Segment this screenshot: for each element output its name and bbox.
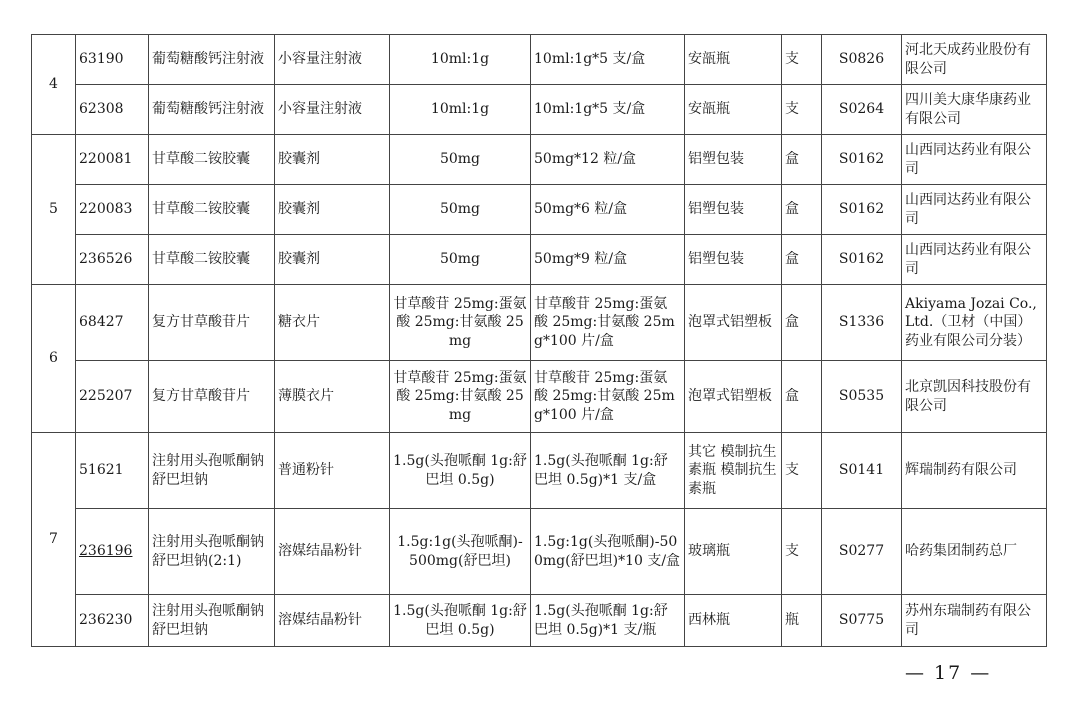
drug-name-cell: 复方甘草酸苷片 (149, 285, 275, 361)
drug-name-cell: 注射用头孢哌酮钠舒巴坦钠(2:1) (149, 509, 275, 595)
package-spec-cell: 50mg*12 粒/盒 (531, 135, 685, 185)
package-spec-cell: 1.5g(头孢哌酮 1g:舒巴坦 0.5g)*1 支/盒 (531, 433, 685, 509)
drug-name-cell: 注射用头孢哌酮钠舒巴坦钠 (149, 595, 275, 647)
drug-table (31, 34, 1047, 647)
package-spec-cell: 甘草酸苷 25mg:蛋氨酸 25mg:甘氨酸 25mg*100 片/盒 (531, 361, 685, 433)
table-row (32, 85, 1047, 135)
specification-cell: 甘草酸苷 25mg:蛋氨酸 25mg:甘氨酸 25mg (390, 285, 531, 361)
drug-code-cell: 220083 (76, 185, 149, 235)
drug-code-cell: 220081 (76, 135, 149, 185)
specification-cell: 50mg (390, 235, 531, 285)
package-material-cell: 泡罩式铝塑板 (685, 285, 782, 361)
drug-name-cell: 复方甘草酸苷片 (149, 361, 275, 433)
drug-name-cell: 甘草酸二铵胶囊 (149, 135, 275, 185)
table-row (32, 433, 1047, 509)
company-cell: 苏州东瑞制药有限公司 (902, 595, 1047, 647)
company-cell: 山西同达药业有限公司 (902, 185, 1047, 235)
drug-name-cell: 葡萄糖酸钙注射液 (149, 85, 275, 135)
drug-code-cell: 236196 (76, 509, 149, 595)
package-material-cell: 安瓿瓶 (685, 85, 782, 135)
enterprise-id-cell: S0162 (822, 185, 902, 235)
drug-name-cell: 甘草酸二铵胶囊 (149, 185, 275, 235)
enterprise-id-cell: S0141 (822, 433, 902, 509)
unit-cell: 支 (782, 509, 822, 595)
enterprise-id-cell: S0826 (822, 35, 902, 85)
enterprise-id-cell: S0162 (822, 235, 902, 285)
table-row (32, 235, 1047, 285)
unit-cell: 瓶 (782, 595, 822, 647)
table-row (32, 185, 1047, 235)
table-row (32, 509, 1047, 595)
drug-code-cell: 225207 (76, 361, 149, 433)
unit-cell: 盒 (782, 135, 822, 185)
package-spec-cell: 10ml:1g*5 支/盒 (531, 35, 685, 85)
drug-name-cell: 葡萄糖酸钙注射液 (149, 35, 275, 85)
package-spec-cell: 50mg*9 粒/盒 (531, 235, 685, 285)
enterprise-id-cell: S0162 (822, 135, 902, 185)
package-spec-cell: 1.5g(头孢哌酮 1g:舒巴坦 0.5g)*1 支/瓶 (531, 595, 685, 647)
drug-code-cell: 236230 (76, 595, 149, 647)
unit-cell: 支 (782, 35, 822, 85)
package-material-cell: 西林瓶 (685, 595, 782, 647)
unit-cell: 盒 (782, 285, 822, 361)
drug-code-cell: 68427 (76, 285, 149, 361)
package-spec-cell: 50mg*6 粒/盒 (531, 185, 685, 235)
group-number-cell: 5 (32, 135, 76, 285)
group-number-cell: 4 (32, 35, 76, 135)
dosage-form-cell: 胶囊剂 (275, 135, 390, 185)
company-cell: 四川美大康华康药业有限公司 (902, 85, 1047, 135)
unit-cell: 盒 (782, 361, 822, 433)
company-cell: 辉瑞制药有限公司 (902, 433, 1047, 509)
specification-cell: 10ml:1g (390, 85, 531, 135)
enterprise-id-cell: S0535 (822, 361, 902, 433)
dosage-form-cell: 胶囊剂 (275, 185, 390, 235)
table-body (32, 35, 1047, 647)
dosage-form-cell: 薄膜衣片 (275, 361, 390, 433)
specification-cell: 10ml:1g (390, 35, 531, 85)
company-cell: Akiyama Jozai Co., Ltd.（卫材（中国）药业有限公司分装） (902, 285, 1047, 361)
enterprise-id-cell: S0264 (822, 85, 902, 135)
package-spec-cell: 1.5g:1g(头孢哌酮)-500mg(舒巴坦)*10 支/盒 (531, 509, 685, 595)
specification-cell: 1.5g:1g(头孢哌酮)-500mg(舒巴坦) (390, 509, 531, 595)
company-cell: 山西同达药业有限公司 (902, 235, 1047, 285)
unit-cell: 盒 (782, 185, 822, 235)
drug-name-cell: 注射用头孢哌酮钠舒巴坦钠 (149, 433, 275, 509)
drug-name-cell: 甘草酸二铵胶囊 (149, 235, 275, 285)
package-spec-cell: 甘草酸苷 25mg:蛋氨酸 25mg:甘氨酸 25mg*100 片/盒 (531, 285, 685, 361)
unit-cell: 支 (782, 85, 822, 135)
dosage-form-cell: 溶媒结晶粉针 (275, 509, 390, 595)
package-material-cell: 铝塑包装 (685, 135, 782, 185)
specification-cell: 甘草酸苷 25mg:蛋氨酸 25mg:甘氨酸 25mg (390, 361, 531, 433)
unit-cell: 支 (782, 433, 822, 509)
table-row (32, 35, 1047, 85)
unit-cell: 盒 (782, 235, 822, 285)
drug-code-cell: 62308 (76, 85, 149, 135)
table-row (32, 595, 1047, 647)
dosage-form-cell: 普通粉针 (275, 433, 390, 509)
company-cell: 哈药集团制药总厂 (902, 509, 1047, 595)
table-row (32, 285, 1047, 361)
package-material-cell: 其它 模制抗生素瓶 模制抗生素瓶 (685, 433, 782, 509)
dosage-form-cell: 小容量注射液 (275, 35, 390, 85)
dosage-form-cell: 溶媒结晶粉针 (275, 595, 390, 647)
package-material-cell: 安瓿瓶 (685, 35, 782, 85)
group-number-cell: 7 (32, 433, 76, 647)
table-row (32, 135, 1047, 185)
package-material-cell: 铝塑包装 (685, 185, 782, 235)
package-spec-cell: 10ml:1g*5 支/盒 (531, 85, 685, 135)
package-material-cell: 铝塑包装 (685, 235, 782, 285)
drug-code-cell: 63190 (76, 35, 149, 85)
page-number: — 17 — (905, 662, 992, 684)
specification-cell: 1.5g(头孢哌酮 1g:舒巴坦 0.5g) (390, 433, 531, 509)
enterprise-id-cell: S1336 (822, 285, 902, 361)
company-cell: 北京凯因科技股份有限公司 (902, 361, 1047, 433)
table-row (32, 361, 1047, 433)
dosage-form-cell: 胶囊剂 (275, 235, 390, 285)
group-number-cell: 6 (32, 285, 76, 433)
dosage-form-cell: 小容量注射液 (275, 85, 390, 135)
drug-code-cell: 236526 (76, 235, 149, 285)
company-cell: 山西同达药业有限公司 (902, 135, 1047, 185)
dosage-form-cell: 糖衣片 (275, 285, 390, 361)
package-material-cell: 玻璃瓶 (685, 509, 782, 595)
specification-cell: 1.5g(头孢哌酮 1g:舒巴坦 0.5g) (390, 595, 531, 647)
company-cell: 河北天成药业股份有限公司 (902, 35, 1047, 85)
specification-cell: 50mg (390, 135, 531, 185)
enterprise-id-cell: S0277 (822, 509, 902, 595)
enterprise-id-cell: S0775 (822, 595, 902, 647)
specification-cell: 50mg (390, 185, 531, 235)
package-material-cell: 泡罩式铝塑板 (685, 361, 782, 433)
drug-code-cell: 51621 (76, 433, 149, 509)
